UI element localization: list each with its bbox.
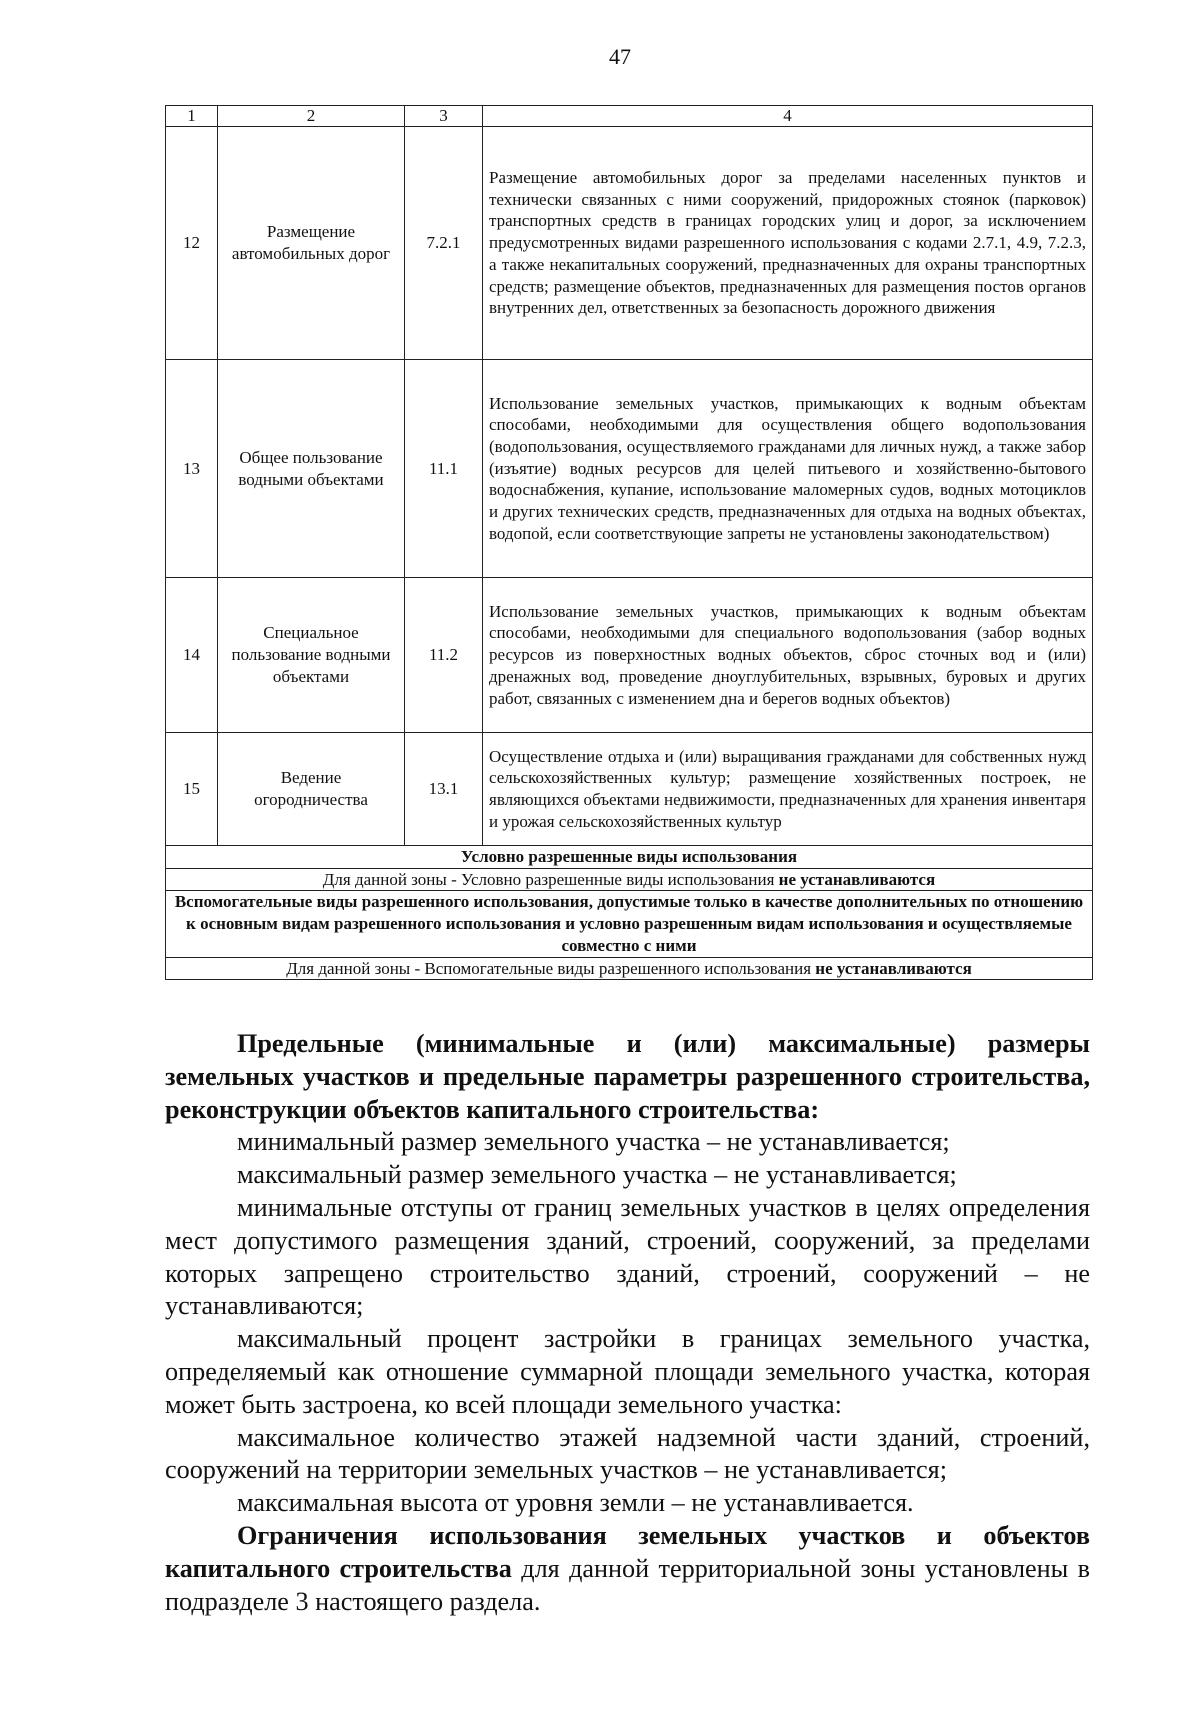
parameter-item: максимальный размер земельного участка – не устанавливается; [237, 1160, 957, 1190]
auxiliary-uses-title: Вспомогательные виды разрешенного использования, допустимые только в качестве дополнительных по отношению к основным видам разрешенного использования и условно разрешенным видам использования и осуществляемые совместно с ними [166, 891, 1093, 957]
use-type-code: 11.1 [405, 360, 483, 578]
auxiliary-uses-note-row [166, 957, 1093, 980]
conditional-uses-title: Условно разрешенные виды использования [166, 846, 1093, 869]
auxiliary-uses-note-prefix: Для данной зоны - Вспомогательные виды разрешенного использования [286, 958, 816, 978]
restrictions-paragraph [165, 1520, 1090, 1618]
auxiliary-uses-title-row [166, 891, 1093, 957]
use-type-name: Общее пользование водными объектами [218, 360, 405, 578]
page-number: 47 [609, 44, 631, 69]
restrictions-bold-text: Ограничения использования земельных участков и объектов капитального строительства [165, 1520, 1090, 1583]
conditional-uses-note-status: не устанавливаются [778, 869, 936, 889]
column-header: 4 [483, 106, 1093, 127]
use-type-name: Специальное пользование водными объектами [218, 578, 405, 733]
column-header: 1 [166, 106, 218, 127]
row-number: 14 [166, 578, 218, 733]
table-row [166, 127, 1093, 360]
use-type-description: Осуществление отдыха и (или) выращивания гражданами для собственных нужд сельскохозяйственных культур; размещение хозяйственных построек, не являющихся объектами недвижимости, предназначенных для хранения инвентаря и урожая сельскохозяйственных культур [483, 733, 1093, 846]
column-header: 3 [405, 106, 483, 127]
auxiliary-uses-note [166, 957, 1093, 980]
column-header: 2 [218, 106, 405, 127]
table-row [166, 733, 1093, 846]
conditional-uses-note [166, 868, 1093, 891]
conditional-uses-note-row [166, 868, 1093, 891]
row-number: 12 [166, 127, 218, 360]
table-header-row [166, 106, 1093, 127]
parameter-item: максимальное количество этажей надземной части зданий, строений, сооружений на территории земельных участков – не устанавливается; [165, 1422, 1090, 1485]
use-type-description: Использование земельных участков, примыкающих к водным объектам способами, необходимыми для осуществления общего водопользования (водопользования, осуществляемого гражданами для личных нужд, а также забор (изъятие) водных ресурсов для целей питьевого и хозяйственно-бытового водоснабжения, купание, использование маломерных судов, водных мотоциклов и других технических средств, предназначенных для отдыха на водных объектах, водопой, если соответствующие запреты не установлены законодательством) [483, 360, 1093, 578]
table-row [166, 360, 1093, 578]
auxiliary-uses-note-status: не устанавливаются [815, 958, 972, 978]
use-type-code: 7.2.1 [405, 127, 483, 360]
parameter-item: минимальные отступы от границ земельных участков в целях определения мест допустимого размещения зданий, строений, сооружений, за пределами которых запрещено строительство зданий, строений, сооружений – не устанавливаются; [165, 1192, 1090, 1321]
use-type-description: Размещение автомобильных дорог за пределами населенных пунктов и технически связанных с ними сооружений, придорожных стоянок (парковок) транспортных средств в границах городских улиц и дорог, за исключением предусмотренных видами разрешенного использования с кодами 2.7.1, 4.9, 7.2.3, а также некапитальных сооружений, предназначенных для охраны транспортных средств; размещение объектов, предназначенных для размещения постов органов внутренних дел, ответственных за безопасность дорожного движения [483, 127, 1093, 360]
use-type-name: Размещение автомобильных дорог [218, 127, 405, 360]
parameter-item: максимальный процент застройки в границах земельного участка, определяемый как отношение суммарной площади земельного участка, которая может быть застроена, ко всей площади земельного участка: [165, 1324, 1090, 1419]
use-type-description: Использование земельных участков, примыкающих к водным объектам способами, необходимыми для специального водопользования (забор водных ресурсов из поверхностных водных объектов, сброс сточных вод и (или) дренажных вод, проведение дноуглубительных, взрывных, буровых и других работ, связанных с изменением дна и берегов водных объектов) [483, 578, 1093, 733]
row-number: 13 [166, 360, 218, 578]
parameter-item: минимальный размер земельного участка – не устанавливается; [237, 1127, 950, 1157]
use-type-code: 13.1 [405, 733, 483, 846]
parameters-heading: Предельные (минимальные и (или) максимальные) размеры земельных участков и предельные параметры разрешенного строительства, реконструкции объектов капитального строительства: [165, 1029, 1090, 1124]
row-number: 15 [166, 733, 218, 846]
table-row [166, 578, 1093, 733]
parameters-section [165, 1028, 1090, 1618]
use-type-name: Ведение огородничества [218, 733, 405, 846]
conditional-uses-note-prefix: Для данной зоны - Условно разрешенные виды использования [322, 869, 779, 889]
restrictions-rest-text: для данной территориальной зоны установлены в подразделе 3 настоящего раздела. [165, 1553, 1091, 1616]
land-use-table [165, 105, 1093, 980]
use-type-code: 11.2 [405, 578, 483, 733]
parameter-item: максимальная высота от уровня земли – не устанавливается. [237, 1488, 914, 1518]
conditional-uses-title-row [166, 846, 1093, 869]
